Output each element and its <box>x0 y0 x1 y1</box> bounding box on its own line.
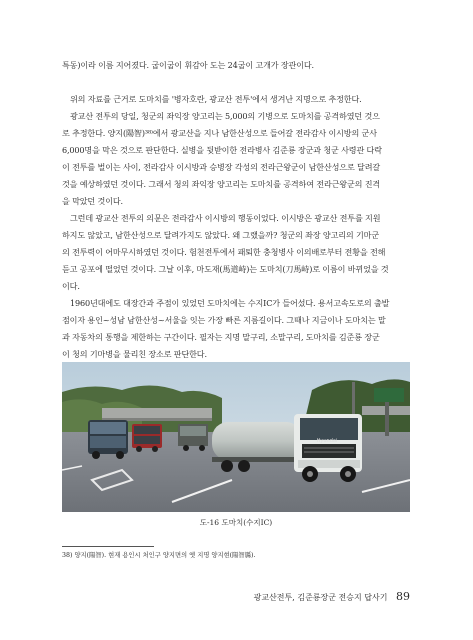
running-footer <box>254 590 410 603</box>
text-line: 하지도 않았고, 남한산성으로 달려가지도 않았다. 왜 그랬을까? 청군의 좌장 양고리의 기마군 <box>62 230 380 240</box>
text-line: 그런데 광교산 전투의 의문은 전라감사 이시방의 행동이었다. 이시방은 광교산 전투를 지원 <box>70 213 381 223</box>
text-line: 이 전투를 벌이는 사이, 전라감사 이시방과 승병장 각성의 전라근왕군이 남한산성으로 달려갈 <box>62 162 381 172</box>
book-title: 광교산전투, 김준룡장군 전승지 답사기 <box>253 593 388 602</box>
text-line: 것을 예상하였던 것이다. 그래서 청의 좌익장 양고리는 도마치를 공격하여 전라근왕군의 진격 <box>62 179 381 189</box>
page-number: 89 <box>396 590 410 603</box>
text-line: 을 막았던 것이다. <box>62 196 123 206</box>
text-line: 과 자동차의 통행을 제한하는 구간이다. 필자는 지명 말구리, 소말구리, 도마치를 김준룡 장군 <box>62 332 380 342</box>
truck-badge: Hyundai <box>316 438 338 444</box>
footnote: 38) 양지(陽智). 현재 용인시 처인구 양지면의 옛 지명 양지현(陽智縣). <box>62 552 256 559</box>
body-text <box>62 57 410 363</box>
footnote-divider <box>62 546 154 547</box>
text-line: 이 청의 기마병을 물리친 장소로 판단한다. <box>62 349 207 359</box>
text-line: 이다. <box>62 281 80 291</box>
text-line: 특동)이라 이름 지어졌다. 굽이굽이 휘감아 도는 24굽이 고개가 장관이다. <box>62 60 314 70</box>
text-line: 점이자 용인~성남 남한산성~서울을 잇는 가장 빠른 지름길이다. 그때나 지금이나 도마치는 말 <box>62 315 386 325</box>
text-line: 듣고 공포에 떨었던 것이다. 그날 이후, 마도재(馬道峙)는 도마치(刀馬峙)로 이름이 바뀌었을 것 <box>62 264 389 274</box>
text-line: 의 전투력이 어마무시하였던 것이다. 험천전투에서 패퇴한 충청병사 이의배로부터 전황을 전해 <box>62 247 386 257</box>
blank-line <box>62 74 410 91</box>
photo-illustration <box>62 362 410 512</box>
text-line: 광교산 전투의 당일, 청군의 좌익장 양고리는 5,000의 기병으로 도마치를 공격하였던 것으 <box>70 111 380 121</box>
photo-caption: 도-16 도마치(수지IC) <box>199 518 273 527</box>
text-line: 위의 자료를 근거로 도마치를 '병자호란, 광교산 전투'에서 생겨난 지명으로 추정한다. <box>70 94 362 104</box>
text-line: 6,000명을 막은 것으로 판단한다. 실병을 뒷받이한 전라병사 김준룡 장군과 청군 사령관 다락 <box>62 145 382 155</box>
text-line: 1960년대에도 대장간과 주점이 있었던 도마치에는 수지IC가 들어섰다. 용서고속도로의 출발 <box>70 298 390 308</box>
text-line: 로 추정한다. 양지(陽智)³⁸⁾에서 광교산을 지나 남한산성으로 들어갈 전라감사 이시방의 군사 <box>62 128 377 138</box>
photo-domachi-interchange <box>62 362 410 512</box>
